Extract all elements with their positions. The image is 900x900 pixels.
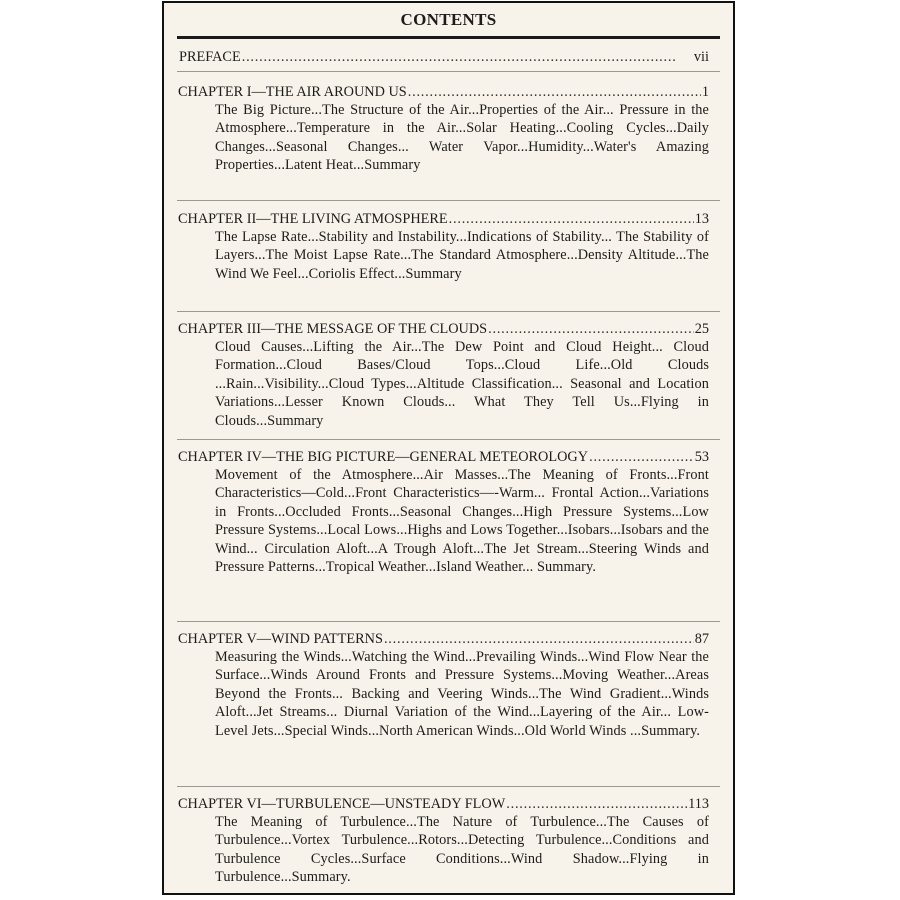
preface-label: PREFACE — [179, 49, 241, 65]
title-rule — [177, 36, 720, 39]
leader-dots — [242, 48, 693, 66]
chapter-topics: The Big Picture...The Structure of the Air...Properties of the Air... Pressure in the Atmosphere...Temperature in the Air...Solar Heating...Cooling Cycles...Daily Changes...Seasonal Changes... Water Vapor...Humidity...Water's Amazing Properties...Latent Heat...Summary — [215, 102, 709, 174]
leader-dots — [488, 320, 694, 338]
chapter-heading-line — [178, 448, 709, 466]
chapter-topics: The Meaning of Turbulence...The Nature of Turbulence...The Causes of Turbulence...Vortex Turbulence...Rotors...Detecting Turbulence...Conditions and Turbulence Cycles...Surface Conditions...Wind Shadow...Flying in Turbulence...Summary. — [215, 814, 709, 886]
chapter-page-number: 1 — [701, 84, 709, 100]
chapter-page-number: 87 — [694, 631, 709, 647]
chapter-heading-line — [178, 210, 709, 228]
toc-entry-chapter-1[interactable] — [178, 83, 709, 175]
section-divider — [177, 71, 720, 72]
chapter-title: CHAPTER II—THE LIVING ATMOSPHERE — [178, 211, 448, 227]
chapter-heading-line — [178, 320, 709, 338]
chapter-topics: Measuring the Winds...Watching the Wind...Prevailing Winds...Wind Flow Near the Surface...Winds Around Fronts and Pressure Systems...Moving Weather...Areas Beyond the Fronts... Backing and Veering Winds...The Wind Gradient...Winds Aloft...Jet Streams... Diurnal Variation of the Wind...Layering of the Air... Low-Level Jets...Special Winds...North American Winds...Old World Winds ...Summary. — [215, 649, 709, 739]
toc-entry-chapter-5[interactable] — [178, 630, 709, 740]
toc-entry-chapter-2[interactable] — [178, 210, 709, 283]
chapter-page-number: 13 — [694, 211, 709, 227]
chapter-title: CHAPTER V—WIND PATTERNS — [178, 631, 383, 647]
page-title: CONTENTS — [400, 10, 497, 29]
section-divider — [177, 621, 720, 622]
chapter-title: CHAPTER III—THE MESSAGE OF THE CLOUDS — [178, 321, 488, 337]
chapter-heading-line — [178, 795, 709, 813]
chapter-page-number: 113 — [688, 796, 709, 812]
toc-entry-preface[interactable] — [179, 48, 709, 66]
chapter-heading-line — [178, 630, 709, 648]
leader-dots — [408, 83, 701, 101]
contents-page — [162, 1, 735, 895]
leader-dots — [449, 210, 694, 228]
leader-dots — [589, 448, 694, 466]
preface-line — [179, 48, 709, 66]
chapter-page-number: 53 — [694, 449, 709, 465]
chapter-topics: Cloud Causes...Lifting the Air...The Dew Point and Cloud Height... Cloud Formation...Cloud Bases/Cloud Tops...Cloud Life...Old Clouds ...Rain...Visibility...Cloud Types...Altitude Classification... Seasonal and Location Variations...Lesser Known Clouds... What They Tell Us...Flying in Clouds...Summary — [215, 339, 709, 429]
leader-dots — [506, 795, 687, 813]
chapter-heading-line — [178, 83, 709, 101]
section-divider — [177, 311, 720, 312]
section-divider — [177, 786, 720, 787]
toc-entry-chapter-6[interactable] — [178, 795, 709, 887]
chapter-title: CHAPTER IV—THE BIG PICTURE—GENERAL METEOROLOGY — [178, 449, 589, 465]
preface-page-number: vii — [693, 49, 709, 65]
toc-entry-chapter-4[interactable] — [178, 448, 709, 576]
leader-dots — [384, 630, 694, 648]
chapter-title: CHAPTER VI—TURBULENCE—UNSTEADY FLOW — [178, 796, 506, 812]
toc-entry-chapter-3[interactable] — [178, 320, 709, 430]
section-divider — [177, 200, 720, 201]
chapter-page-number: 25 — [694, 321, 709, 337]
chapter-title: CHAPTER I—THE AIR AROUND US — [178, 84, 407, 100]
section-divider — [177, 439, 720, 440]
chapter-topics: The Lapse Rate...Stability and Instability...Indications of Stability... The Stability of Layers...The Moist Lapse Rate...The Standard Atmosphere...Density Altitude...The Wind We Feel...Coriolis Effect...Summary — [215, 229, 709, 282]
chapter-topics: Movement of the Atmosphere...Air Masses...The Meaning of Fronts...Front Characteristics—Cold...Front Characteristics—-Warm... Frontal Action...Variations in Fronts...Occluded Fronts...Seasonal Changes...High Pressure Systems...Low Pressure Systems...Local Lows...Highs and Lows Together...Isobars...Isobars and the Wind... Circulation Aloft...A Trough Aloft...The Jet Stream...Steering Winds and Pressure Patterns...Tropical Weather...Island Weather... Summary. — [215, 467, 709, 576]
